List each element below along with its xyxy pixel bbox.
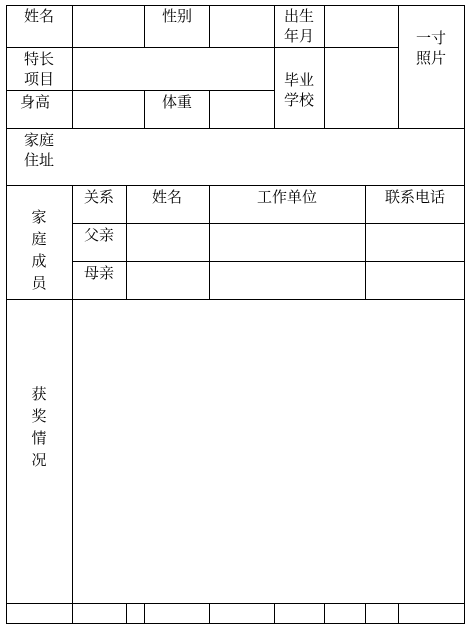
- rule-v72-top: [72, 5, 73, 129]
- rule-bot-365: [365, 603, 366, 624]
- photo-label-line1: 一寸: [416, 29, 447, 47]
- rule-family-2: [72, 261, 465, 262]
- rule-row6: [6, 603, 465, 604]
- rule-right: [464, 5, 465, 624]
- rule-bot-398: [398, 603, 399, 624]
- rule-v209-b: [209, 90, 210, 129]
- photo-label-line2: 照片: [416, 49, 447, 67]
- gender-label: 性别: [162, 7, 193, 25]
- rule-row4: [6, 185, 465, 186]
- rule-v324: [324, 5, 325, 129]
- rule-row5: [6, 299, 465, 300]
- rule-v274: [274, 5, 275, 129]
- weight-label: 体重: [162, 93, 193, 111]
- rule-row2-left: [6, 90, 274, 91]
- rule-left: [6, 5, 7, 624]
- rule-top: [6, 5, 465, 6]
- awards-label: 获 奖 情 况: [31, 385, 47, 469]
- rule-bot-126: [126, 603, 127, 624]
- address-label-line2: 住址: [24, 151, 55, 169]
- specialty-label-line1: 特长: [24, 50, 55, 68]
- height-label: 身高: [20, 93, 51, 111]
- rule-row1: [6, 47, 399, 48]
- rule-v144-b: [144, 90, 145, 129]
- birth-label-line1: 出生: [284, 7, 315, 25]
- rule-bot-324: [324, 603, 325, 624]
- rule-bottom: [6, 623, 465, 624]
- graduated-label-line2: 学校: [284, 91, 315, 109]
- address-label-line1: 家庭: [24, 131, 55, 149]
- header-relation: 关系: [84, 188, 115, 206]
- rule-bot-209: [209, 603, 210, 624]
- rule-v126: [126, 185, 127, 300]
- birth-label-line2: 年月: [284, 27, 315, 45]
- rule-bot-144: [144, 603, 145, 624]
- graduated-label-line1: 毕业: [284, 71, 315, 89]
- rule-row3: [6, 128, 465, 129]
- rule-v144-a: [144, 5, 145, 48]
- rule-v72-low: [72, 185, 73, 624]
- header-employer: 工作单位: [256, 188, 317, 206]
- rule-v209-a: [209, 5, 210, 48]
- specialty-label-line2: 项目: [24, 70, 55, 88]
- family-label: 家 庭 成 员: [31, 208, 47, 292]
- name-label: 姓名: [24, 7, 55, 25]
- relation-father: 父亲: [84, 226, 115, 244]
- rule-bot-274: [274, 603, 275, 624]
- rule-family-1: [72, 223, 465, 224]
- header-phone: 联系电话: [384, 188, 445, 206]
- header-name: 姓名: [151, 188, 182, 206]
- relation-mother: 母亲: [84, 264, 115, 282]
- rule-v398: [398, 5, 399, 129]
